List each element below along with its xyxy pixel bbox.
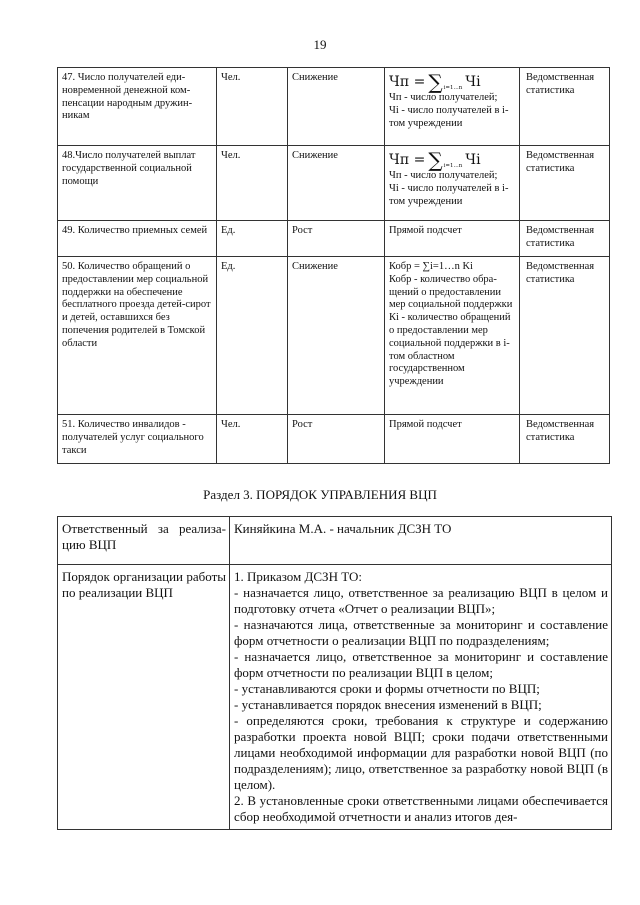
method-line: Кобр = ∑i=1…n Ki bbox=[389, 261, 473, 272]
sum-formula bbox=[389, 72, 516, 92]
indicator-name: 48.Число получателей выплат государственной социальной помощи bbox=[58, 146, 217, 221]
indicator-source: Ведомственная статистика bbox=[520, 68, 610, 146]
indicator-name: 51. Количество инвалидов - получателей услуг социального такси bbox=[58, 415, 217, 464]
indicator-trend: Рост bbox=[288, 221, 385, 257]
indicators-table bbox=[57, 67, 610, 464]
indicator-trend: Снижение bbox=[288, 68, 385, 146]
order-label: Порядок организации работы по реализации ВЦП bbox=[58, 565, 230, 830]
formula-lhs: Чп = bbox=[389, 74, 426, 90]
method-line: Чп - число получателей; bbox=[389, 170, 498, 181]
indicator-source: Ведомственная статистика bbox=[520, 257, 610, 415]
sigma-symbol: ∑ bbox=[428, 148, 443, 172]
sum-formula bbox=[389, 150, 516, 170]
method-line: Чп - число получателей; bbox=[389, 92, 498, 103]
formula-lhs: Чп = bbox=[389, 152, 426, 168]
table-row bbox=[58, 415, 610, 464]
indicator-name: 50. Количество обращений о предоставлении мер социальной поддержки на обеспечение бесплатного проезда детей-сирот и детей, оставшихся без попечения родителей в Томской области bbox=[58, 257, 217, 415]
indicator-method bbox=[385, 221, 520, 257]
order-line: - устанавливается порядок внесения изменений в ВЦП; bbox=[234, 697, 542, 712]
method-line: Прямой подсчет bbox=[389, 225, 462, 236]
order-content bbox=[230, 565, 612, 830]
indicator-name: 47. Число получателей единовременной денежной компенсации народным дружинникам bbox=[58, 68, 217, 146]
management-table bbox=[57, 516, 612, 830]
responsible-label: Ответственный за реализацию ВЦП bbox=[58, 517, 230, 565]
indicator-trend: Снижение bbox=[288, 146, 385, 221]
order-line: - определяются сроки, требования к структуре и содержанию разработки проекта новой ВЦП; сроки подачи ответственными лицами необходимой информации для разработки новой ВЦП (по подразделениям); лицо, ответственное за разработку новой ВЦП (в целом). bbox=[234, 713, 608, 792]
order-line: 2. В установленные сроки ответственными лицами обеспечивается сбор необходимой отчетности и анализ итогов дея- bbox=[234, 793, 608, 824]
method-line: Кi - количество обращений о предоставлении мер социальной поддержки в i-том областном государственном учреждении bbox=[389, 312, 511, 388]
indicator-unit: Ед. bbox=[217, 221, 288, 257]
indicator-method bbox=[385, 146, 520, 221]
indicator-method bbox=[385, 415, 520, 464]
table-row bbox=[58, 517, 612, 565]
indicator-method bbox=[385, 68, 520, 146]
order-line: - назначается лицо, ответственное за реализацию ВЦП в целом и подготовку отчета «Отчет о реализации ВЦП»; bbox=[234, 585, 608, 616]
indicator-source: Ведомственная статистика bbox=[520, 415, 610, 464]
table-row bbox=[58, 565, 612, 830]
table-row bbox=[58, 146, 610, 221]
method-line: Чi - число получателей в i-том учреждении bbox=[389, 182, 509, 207]
indicator-source: Ведомственная статистика bbox=[520, 221, 610, 257]
indicator-trend: Снижение bbox=[288, 257, 385, 415]
responsible-value: Киняйкина М.А. - начальник ДСЗН ТО bbox=[230, 517, 612, 565]
order-line: - назначается лицо, ответственное за мониторинг и составление форм отчетности по реализации ВЦП в целом; bbox=[234, 649, 608, 680]
indicator-unit: Чел. bbox=[217, 415, 288, 464]
table-row bbox=[58, 257, 610, 415]
order-line: - устанавливаются сроки и формы отчетности по ВЦП; bbox=[234, 681, 540, 696]
indicator-method bbox=[385, 257, 520, 415]
indicator-unit: Чел. bbox=[217, 68, 288, 146]
method-line: Кобр - количество обращений о предоставлении мер социальной поддержки bbox=[389, 273, 513, 311]
order-line: 1. Приказом ДСЗН ТО: bbox=[234, 569, 362, 584]
formula-term: Чi bbox=[465, 74, 481, 90]
section-title: Раздел 3. ПОРЯДОК УПРАВЛЕНИЯ ВЦП bbox=[203, 487, 437, 502]
indicator-unit: Чел. bbox=[217, 146, 288, 221]
indicator-name: 49. Количество приемных семей bbox=[58, 221, 217, 257]
method-line: Прямой подсчет bbox=[389, 419, 462, 430]
sum-limits: i=1...n bbox=[443, 85, 463, 91]
order-line: - назначаются лица, ответственные за мониторинг и составление форм отчетности о реализации ВЦП по подразделениям; bbox=[234, 617, 608, 648]
indicator-source: Ведомственная статистика bbox=[520, 146, 610, 221]
sigma-symbol: ∑ bbox=[428, 70, 443, 94]
page-number: 19 bbox=[313, 37, 327, 52]
indicator-trend: Рост bbox=[288, 415, 385, 464]
indicator-unit: Ед. bbox=[217, 257, 288, 415]
sum-limits: i=1...n bbox=[443, 163, 463, 169]
table-row bbox=[58, 221, 610, 257]
formula-term: Чi bbox=[465, 152, 481, 168]
method-line: Чi - число получателей в i-том учреждении bbox=[389, 104, 509, 129]
table-row bbox=[58, 68, 610, 146]
